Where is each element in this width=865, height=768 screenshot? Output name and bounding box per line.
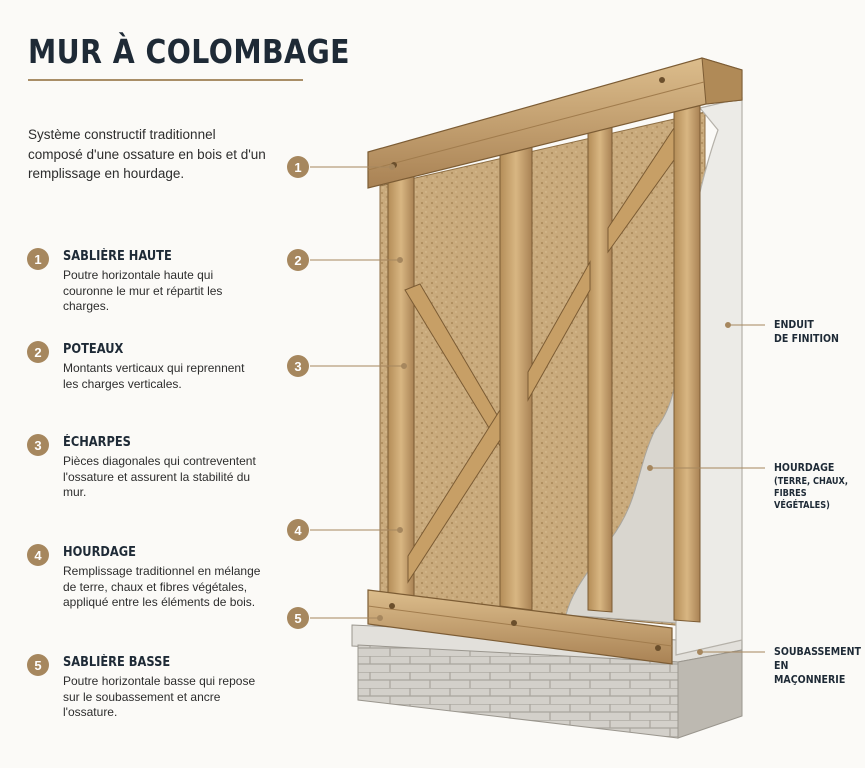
legend-desc: Montants verticaux qui reprennent les charges verticales. — [63, 361, 245, 391]
intro-text: Système constructif traditionnel composé d'une ossature en bois et d'un remplissage en hourdage. — [28, 127, 266, 181]
legend-desc: Remplissage traditionnel en mélange de terre, chaux et fibres végétales, appliqué entre les éléments de bois. — [63, 564, 261, 610]
legend-desc: Poutre horizontale basse qui repose sur le soubassement et ancre l'ossature. — [63, 674, 256, 720]
callout-4: 4 — [287, 519, 309, 541]
label-hourdage: HOURDAGE — [774, 461, 835, 474]
callout-2: 2 — [287, 249, 309, 271]
legend-title: POTEAUX — [63, 342, 124, 357]
legend-badge: 3 — [27, 434, 49, 456]
label-hourdage-detail: (TERRE, CHAUX, FIBRES VÉGÉTALES) — [774, 476, 848, 511]
legend-desc: Poutre horizontale haute qui couronne le mur et répartit les charges. — [63, 268, 223, 314]
legend-badge: 1 — [27, 248, 49, 270]
legend-desc: Pièces diagonales qui contreventent l'ossature et assurent la stabilité du mur. — [63, 454, 256, 500]
callout-1: 1 — [287, 156, 309, 178]
callout-3: 3 — [287, 355, 309, 377]
label-enduit: ENDUIT DE FINITION — [774, 318, 839, 345]
legend-title: ÉCHARPES — [63, 435, 131, 450]
legend-title: SABLIÈRE HAUTE — [63, 249, 172, 264]
label-soubassement: SOUBASSEMENT EN MAÇONNERIE — [774, 645, 861, 686]
callout-5: 5 — [287, 607, 309, 629]
legend-title: SABLIÈRE BASSE — [63, 655, 171, 670]
legend-badge: 2 — [27, 341, 49, 363]
legend-title: HOURDAGE — [63, 545, 136, 560]
legend-badge: 5 — [27, 654, 49, 676]
legend-badge: 4 — [27, 544, 49, 566]
page-title: MUR À COLOMBAGE — [28, 32, 350, 71]
